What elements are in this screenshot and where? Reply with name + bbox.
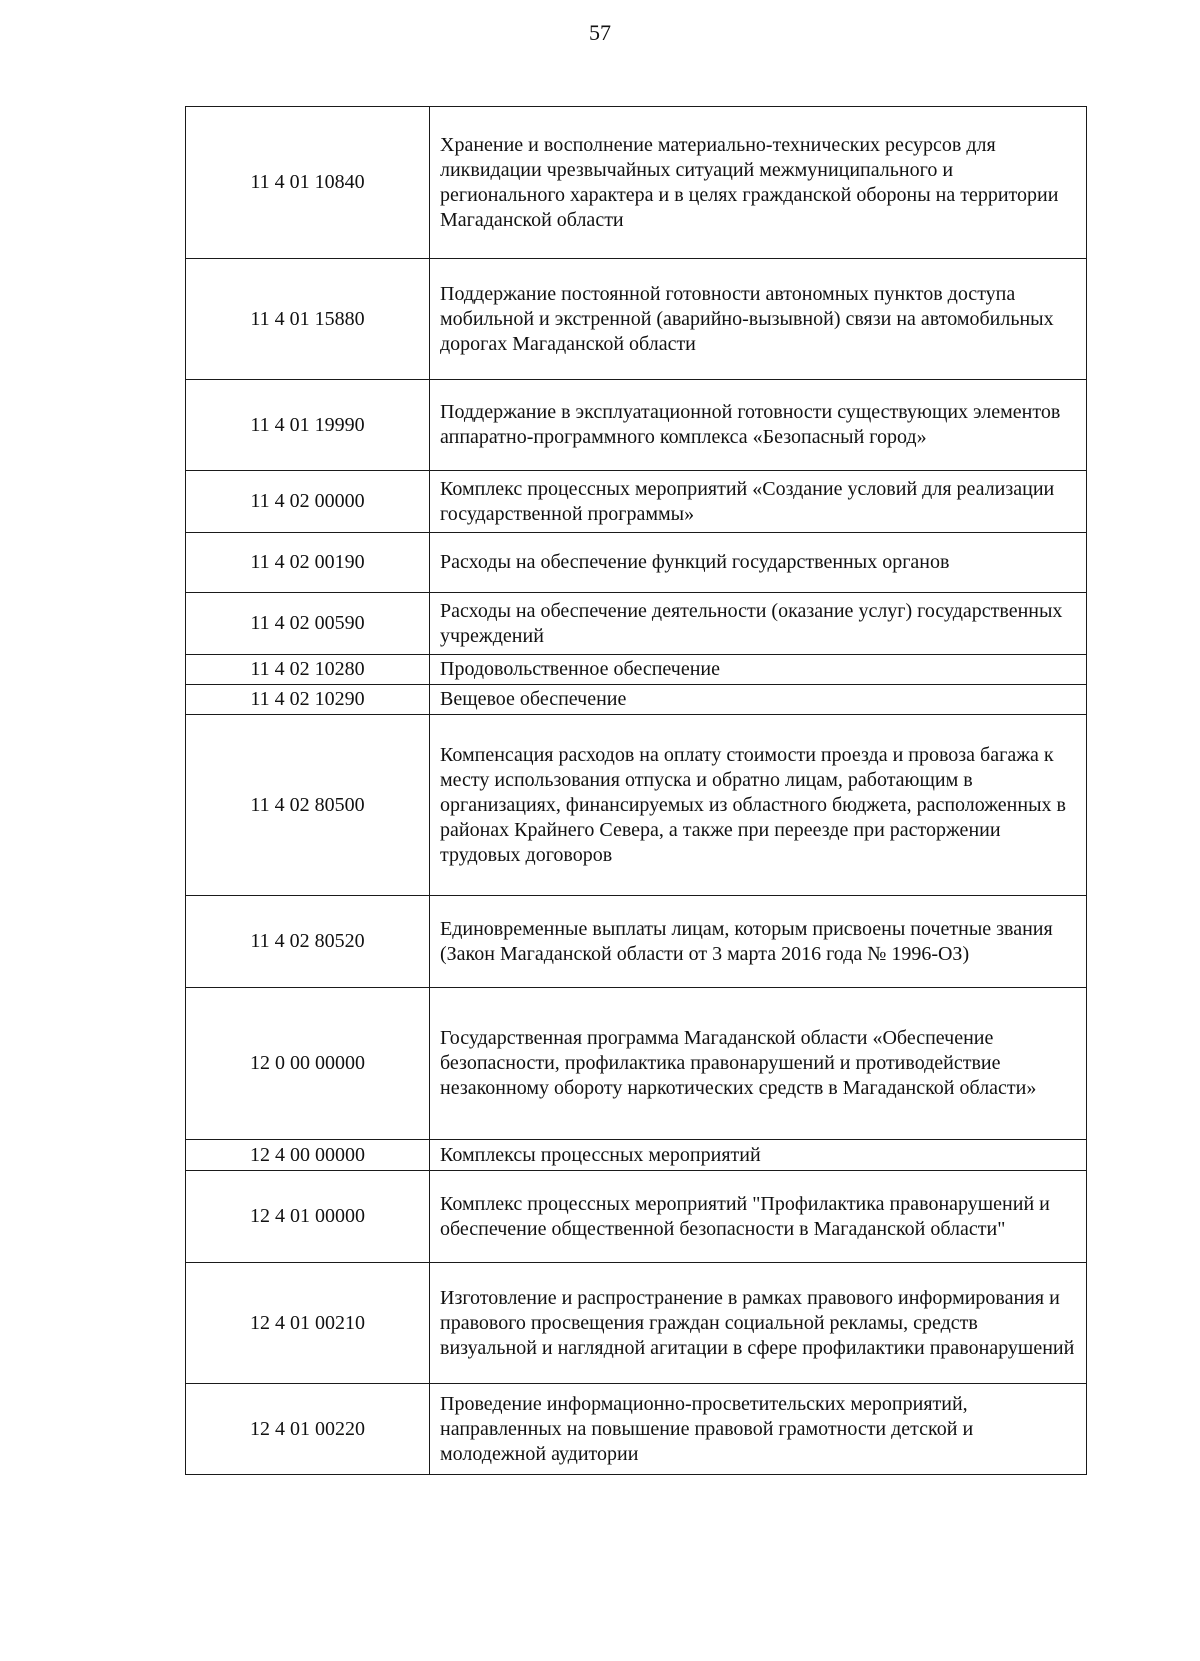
table-row (186, 1171, 1087, 1263)
table-row (186, 533, 1087, 593)
code-cell: 11 4 02 00190 (186, 533, 430, 593)
code-cell: 12 4 01 00220 (186, 1384, 430, 1475)
name-cell: Единовременные выплаты лицам, которым присвоены почетные звания (Закон Магаданской области от 3 марта 2016 года № 1996-ОЗ) (430, 896, 1087, 988)
name-cell: Расходы на обеспечение деятельности (оказание услуг) государственных учреждений (430, 593, 1087, 655)
name-cell: Поддержание постоянной готовности автономных пунктов доступа мобильной и экстренной (аварийно-вызывной) связи на автомобильных дорогах Магаданской области (430, 259, 1087, 380)
name-cell: Расходы на обеспечение функций государственных органов (430, 533, 1087, 593)
name-cell: Изготовление и распространение в рамках правового информирования и правового просвещения граждан социальной рекламы, средств визуальной и наглядной агитации в сфере профилактики правонарушений (430, 1263, 1087, 1384)
code-cell: 12 0 00 00000 (186, 988, 430, 1140)
table-row (186, 896, 1087, 988)
code-cell: 11 4 02 10290 (186, 685, 430, 715)
code-cell: 12 4 01 00000 (186, 1171, 430, 1263)
budget-code-table (185, 106, 1087, 1475)
table-row (186, 655, 1087, 685)
table-row (186, 685, 1087, 715)
code-cell: 11 4 02 00590 (186, 593, 430, 655)
table-row (186, 1263, 1087, 1384)
name-cell: Компенсация расходов на оплату стоимости проезда и провоза багажа к месту использования отпуска и обратно лицам, работающим в организациях, финансируемых из областного бюджета, расположенных в районах Крайнего Севера, а также при переезде при расторжении трудовых договоров (430, 715, 1087, 896)
name-cell: Комплексы процессных мероприятий (430, 1140, 1087, 1171)
table-row (186, 1384, 1087, 1475)
name-cell: Комплекс процессных мероприятий "Профилактика правонарушений и обеспечение общественной безопасности в Магаданской области" (430, 1171, 1087, 1263)
name-cell: Хранение и восполнение материально-технических ресурсов для ликвидации чрезвычайных ситуаций межмуниципального и регионального характера и в целях гражданской обороны на территории Магаданской области (430, 107, 1087, 259)
table-row (186, 259, 1087, 380)
code-cell: 11 4 02 10280 (186, 655, 430, 685)
page-number: 57 (589, 20, 611, 45)
code-cell: 12 4 01 00210 (186, 1263, 430, 1384)
name-cell: Вещевое обеспечение (430, 685, 1087, 715)
name-cell: Проведение информационно-просветительских мероприятий, направленных на повышение правовой грамотности детской и молодежной аудитории (430, 1384, 1087, 1475)
code-cell: 11 4 02 00000 (186, 471, 430, 533)
table-row (186, 715, 1087, 896)
code-cell: 11 4 01 15880 (186, 259, 430, 380)
code-cell: 11 4 02 80520 (186, 896, 430, 988)
table-row (186, 593, 1087, 655)
table-row (186, 471, 1087, 533)
code-cell: 11 4 01 10840 (186, 107, 430, 259)
table-row (186, 1140, 1087, 1171)
name-cell: Комплекс процессных мероприятий «Создание условий для реализации государственной программы» (430, 471, 1087, 533)
name-cell: Государственная программа Магаданской области «Обеспечение безопасности, профилактика правонарушений и противодействие незаконному обороту наркотических средств в Магаданской области» (430, 988, 1087, 1140)
name-cell: Продовольственное обеспечение (430, 655, 1087, 685)
name-cell: Поддержание в эксплуатационной готовности существующих элементов аппаратно-программного комплекса «Безопасный город» (430, 380, 1087, 471)
table-row (186, 107, 1087, 259)
code-cell: 11 4 02 80500 (186, 715, 430, 896)
code-cell: 12 4 00 00000 (186, 1140, 430, 1171)
code-cell: 11 4 01 19990 (186, 380, 430, 471)
table-row (186, 380, 1087, 471)
table-row (186, 988, 1087, 1140)
